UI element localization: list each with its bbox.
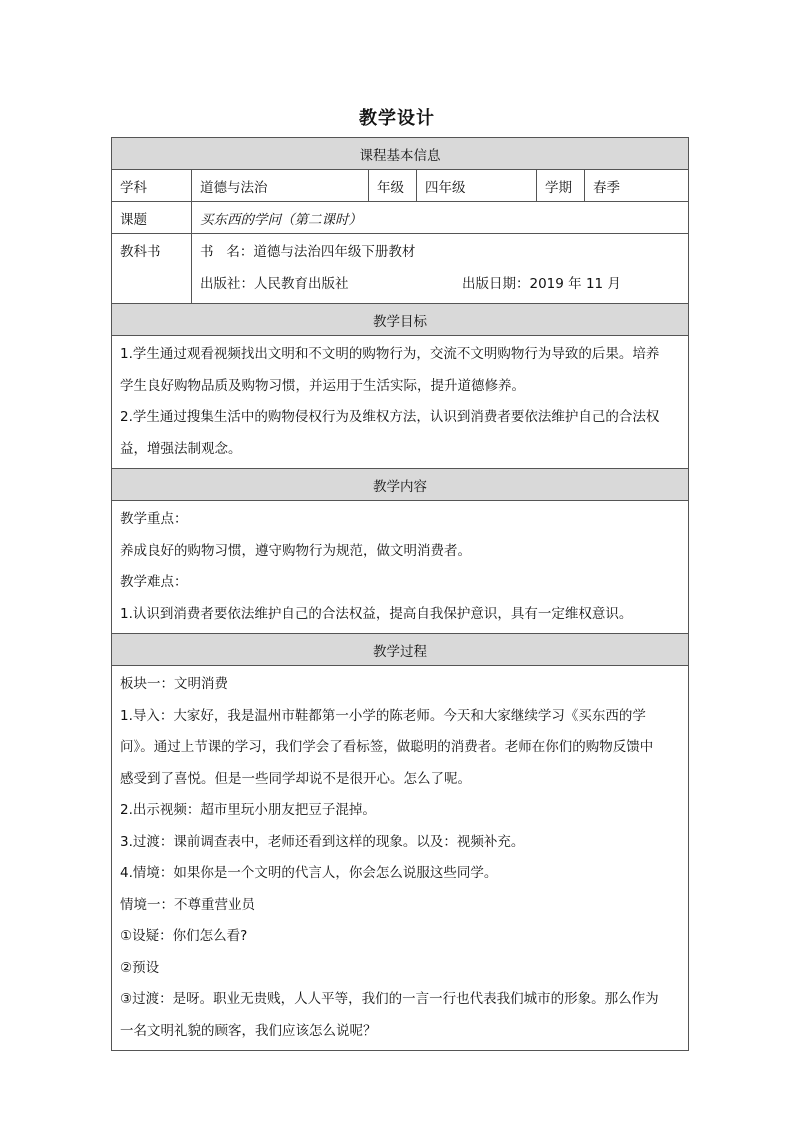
goals-header: 教学目标 [112,304,689,336]
difficult-point: 1.认识到消费者要依法维护自己的合法权益，提高自我保护意识，具有一定维权意识。 [120,605,633,622]
lesson-plan-table [111,137,689,1051]
process-line: 3.过渡：课前调查表中，老师还看到这样的现象。以及：视频补充。 [120,833,525,850]
process-body [112,666,689,1051]
textbook-info [192,234,689,304]
process-line: ①设疑：你们怎么看? [120,928,248,944]
goal-line: 1.学生通过观看视频找出文明和不文明的购物行为，交流不文明购物行为导致的后果。培养 [120,346,660,362]
document-title: 教学设计 [359,108,435,129]
process-line: 问》。通过上节课的学习，我们学会了看标签，做聪明的消费者。老师在你们的购物反馈中 [120,739,654,755]
key-point: 养成良好的购物习惯，遵守购物行为规范，做文明消费者。 [120,542,471,559]
process-line: 2.出示视频：超市里玩小朋友把豆子混掉。 [120,802,376,818]
term-label: 学期 [537,170,585,202]
publication-date: 出版日期：2019 年 11 月 [462,275,621,292]
process-line: 情境一：不尊重营业员 [120,896,255,913]
lesson-row [112,202,689,234]
process-line: 感受到了喜悦。但是一些同学却说不是很开心。怎么了呢。 [120,770,471,787]
subject-row [112,170,689,202]
grade-value: 四年级 [417,170,537,202]
subject-label: 学科 [112,170,192,202]
process-header-row [112,634,689,666]
process-header: 教学过程 [112,634,689,666]
goal-line: 2.学生通过搜集生活中的购物侵权行为及维权方法，认识到消费者要依法维护自己的合法权 [120,409,660,425]
goal-line: 学生良好购物品质及购物习惯，并运用于生活实际，提升道德修养。 [120,377,525,394]
goals-body [112,336,689,469]
lesson-label: 课题 [112,202,192,234]
textbook-row [112,234,689,304]
goals-row [112,336,689,469]
basic-info-header: 课程基本信息 [112,138,689,170]
process-line: 板块一：文明消费 [120,676,228,692]
grade-label: 年级 [369,170,417,202]
key-point-label: 教学重点： [120,511,188,527]
lesson-value: 买东西的学问（第二课时） [192,202,689,234]
process-line: 1.导入：大家好，我是温州市鞋都第一小学的陈老师。今天和大家继续学习《买东西的学 [120,707,646,724]
goals-header-row [112,304,689,336]
basic-info-header-row [112,138,689,170]
process-line: ③过渡：是呀。职业无贵贱，人人平等，我们的一言一行也代表我们城市的形象。那么作为 [120,991,659,1007]
process-row [112,666,689,1051]
content-body [112,501,689,634]
difficult-point-label: 教学难点： [120,574,188,590]
book-name: 书 名：道德与法治四年级下册教材 [200,244,416,260]
content-header-row [112,469,689,501]
content-row [112,501,689,634]
textbook-label: 教科书 [112,234,192,304]
publisher-line [200,269,680,301]
subject-value: 道德与法治 [192,170,369,202]
content-header: 教学内容 [112,469,689,501]
publisher: 出版社：人民教育出版社 [200,275,349,292]
term-value: 春季 [585,170,689,202]
process-line: 4.情境：如果你是一个文明的代言人，你会怎么说服这些同学。 [120,865,498,881]
process-line: ②预设 [120,959,160,976]
process-line: 一名文明礼貌的顾客，我们应该怎么说呢？ [120,1022,377,1039]
goal-line: 益，增强法制观念。 [120,440,242,457]
